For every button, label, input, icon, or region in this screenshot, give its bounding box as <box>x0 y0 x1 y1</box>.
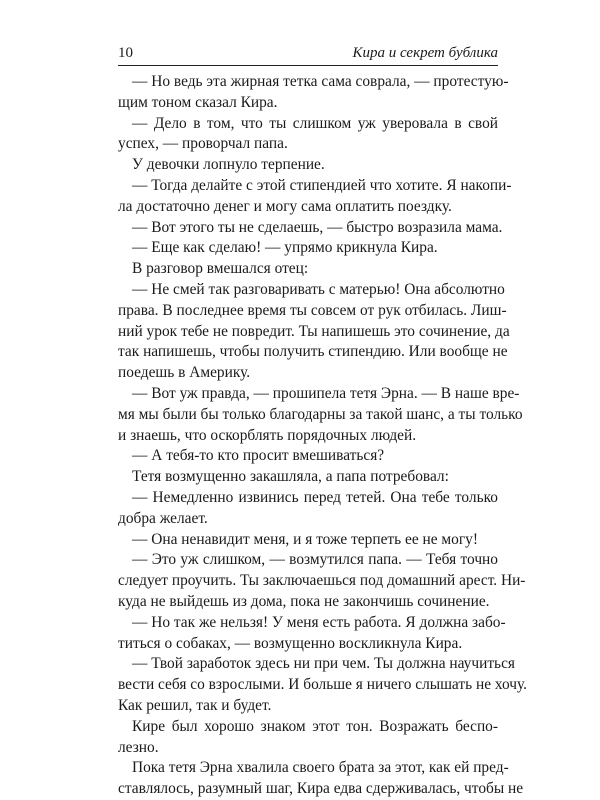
text-line: — Но ведь эта жирная тетка сама соврала, — протестую- <box>132 73 509 90</box>
text-line: успех, — проворчал папа. <box>118 135 288 153</box>
body-text <box>118 72 528 800</box>
text-line: ла достаточно денег и могу сама оплатить поездку. <box>118 197 452 215</box>
text-line: Пока тетя Эрна хвалила своего брата за этот, как ей пред- <box>132 759 509 777</box>
text-line: лезно. <box>118 738 159 756</box>
running-header <box>118 43 498 66</box>
text-line: Кире был хорошо знаком этот тон. Возражать беспо- <box>132 717 498 735</box>
text-line: — А тебя-то кто просит вмешиваться? <box>132 447 385 465</box>
text-line: куда не выйдешь из дома, пока не закончишь сочинение. <box>118 592 490 610</box>
text-line: — Еще как сделаю! — упрямо крикнула Кира. <box>132 239 438 257</box>
text-line: — Твой заработок здесь ни при чем. Ты должна научиться <box>132 655 515 673</box>
text-line: — Не смей так разговаривать с матерью! Она абсолютно <box>132 280 505 298</box>
text-line: У девочки лопнуло терпение. <box>132 156 325 174</box>
text-line: — Но так же нельзя! У меня есть работа. Я должна забо- <box>132 613 506 631</box>
text-line: вести себя со взрослыми. И больше я ничего слышать не хочу. <box>118 676 528 694</box>
text-line: — Она ненавидит меня, и я тоже терпеть ее не могу! <box>132 530 478 548</box>
text-line: — Вот этого ты не сделаешь, — быстро возразила мама. <box>132 218 503 236</box>
text-line: следует проучить. Ты заключаешься под домашний арест. Ни- <box>118 572 526 590</box>
text-line: и знаешь, что оскорблять порядочных людей. <box>118 426 417 444</box>
text-line: права. В последнее время ты совсем от рук отбилась. Лиш- <box>118 301 507 319</box>
text-line: Тетя возмущенно закашляла, а папа потребовал: <box>132 468 449 486</box>
text-line: ний урок тебе не повредит. Ты напишешь это сочинение, да <box>118 322 510 340</box>
text-line: — Немедленно извинись перед тетей. Она тебе только <box>132 488 498 506</box>
text-line: В разговор вмешался отец: <box>132 260 309 278</box>
text-line: Как решил, так и будет. <box>118 696 272 714</box>
text-line: щим тоном сказал Кира. <box>118 93 278 111</box>
text-line: — Тогда делайте с этой стипендией что хотите. Я накопи- <box>132 176 512 194</box>
text-line: добра желает. <box>118 509 208 527</box>
text-line: так напишешь, чтобы получить стипендию. Или вообще не <box>118 343 508 361</box>
text-line: — Это уж слишком, — возмутился папа. — Тебя точно <box>132 551 498 569</box>
text-line: — Дело в том, что ты слишком уж уверовала в свой <box>132 114 498 132</box>
text-line: — Вот уж правда, — прошипела тетя Эрна. — В наше вре- <box>132 384 520 402</box>
text-line: ставлялось, разумный шаг, Кира едва сдерживалась, чтобы не <box>118 780 524 798</box>
text-line: мя мы были бы только благодарны за такой шанс, а ты только <box>118 405 523 423</box>
text-line: поедешь в Америку. <box>118 364 251 382</box>
text-line: титься о собаках, — возмущенно воскликнула Кира. <box>118 634 463 652</box>
page-number: 10 <box>118 45 133 61</box>
book-title: Кира и секрет бублика <box>352 45 498 61</box>
